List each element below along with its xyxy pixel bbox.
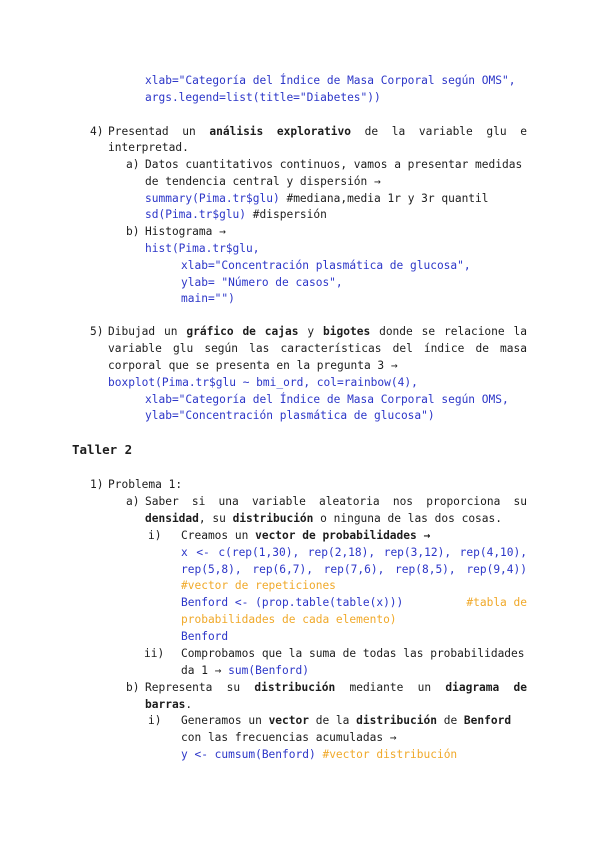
paragraph-line: de tendencia central y dispersión →: [145, 175, 381, 188]
item-number: 1): [90, 478, 104, 491]
sub-item-marker: a): [126, 495, 140, 508]
paragraph-line: Histograma →: [145, 225, 226, 238]
sub-sub-item-marker: i): [148, 714, 162, 727]
paragraph-line: variable glu según las características del índice de masa: [108, 342, 527, 355]
paragraph-line: Presentad un análisis explorativo de la variable glu e: [108, 125, 528, 138]
paragraph-line: densidad, su distribución o ninguna de las dos cosas.: [145, 512, 502, 525]
paragraph-line: da 1 → sum(Benford): [181, 664, 309, 677]
code-line: Benford: [181, 630, 229, 643]
sub-item-marker: b): [126, 225, 140, 238]
code-line: xlab="Categoría del Índice de Masa Corporal según OMS",: [145, 74, 516, 87]
paragraph-line: interpretad.: [108, 141, 189, 154]
paragraph-line: Saber si una variable aleatoria nos proporciona su: [145, 495, 527, 508]
code-line: boxplot(Pima.tr$glu ~ bmi_ord, col=rainbow(4),: [108, 376, 418, 389]
sub-item-marker: b): [126, 681, 140, 694]
code-line: ylab= "Número de casos",: [181, 276, 343, 289]
code-line: x <- c(rep(1,30), rep(2,18), rep(3,12), rep(4,10),: [181, 546, 527, 559]
paragraph-line: Generamos un vector de la distribución de Benford: [181, 714, 512, 727]
item-number: 5): [90, 325, 104, 338]
paragraph-line: con las frecuencias acumuladas →: [181, 731, 397, 744]
sub-item-marker: a): [126, 158, 140, 171]
code-line: sd(Pima.tr$glu) #dispersión: [145, 208, 327, 221]
code-line: hist(Pima.tr$glu,: [145, 242, 260, 255]
code-comment: #vector de repeticiones: [181, 579, 336, 592]
paragraph-line: Dibujad un gráfico de cajas y bigotes donde se relacione la: [108, 325, 527, 338]
section-heading: Taller 2: [72, 442, 133, 457]
code-line: xlab="Categoría del Índice de Masa Corporal según OMS,: [145, 393, 509, 406]
code-comment: probabilidades de cada elemento): [181, 613, 397, 626]
code-line: summary(Pima.tr$glu) #mediana,media 1r y 3r quantil: [145, 192, 489, 205]
code-line: rep(5,8), rep(6,7), rep(7,6), rep(8,5), rep(9,4)): [181, 563, 527, 576]
paragraph-line: Datos cuantitativos continuos, vamos a presentar medidas: [145, 158, 523, 171]
sub-sub-item-marker: i): [148, 529, 162, 542]
code-line: Benford <- (prop.table(table(x))) #tabla de: [181, 596, 527, 609]
paragraph-line: Comprobamos que la suma de todas las probabilidades: [181, 647, 525, 660]
code-line: y <- cumsum(Benford) #vector distribución: [181, 748, 458, 761]
code-line: xlab="Concentración plasmática de glucosa",: [181, 259, 471, 272]
paragraph-line: corporal que se presenta en la pregunta 3 →: [108, 359, 398, 372]
paragraph-line: Creamos un vector de probabilidades →: [181, 529, 431, 542]
code-line: ylab="Concentración plasmática de glucosa"): [145, 409, 435, 422]
code-line: main=""): [181, 292, 235, 305]
sub-sub-item-marker: ii): [144, 647, 165, 660]
code-line: args.legend=list(title="Diabetes")): [145, 91, 381, 104]
paragraph-line: Problema 1:: [108, 478, 183, 491]
item-number: 4): [90, 125, 104, 138]
paragraph-line: Representa su distribución mediante un diagrama de: [145, 681, 528, 694]
paragraph-line: barras.: [145, 698, 193, 711]
